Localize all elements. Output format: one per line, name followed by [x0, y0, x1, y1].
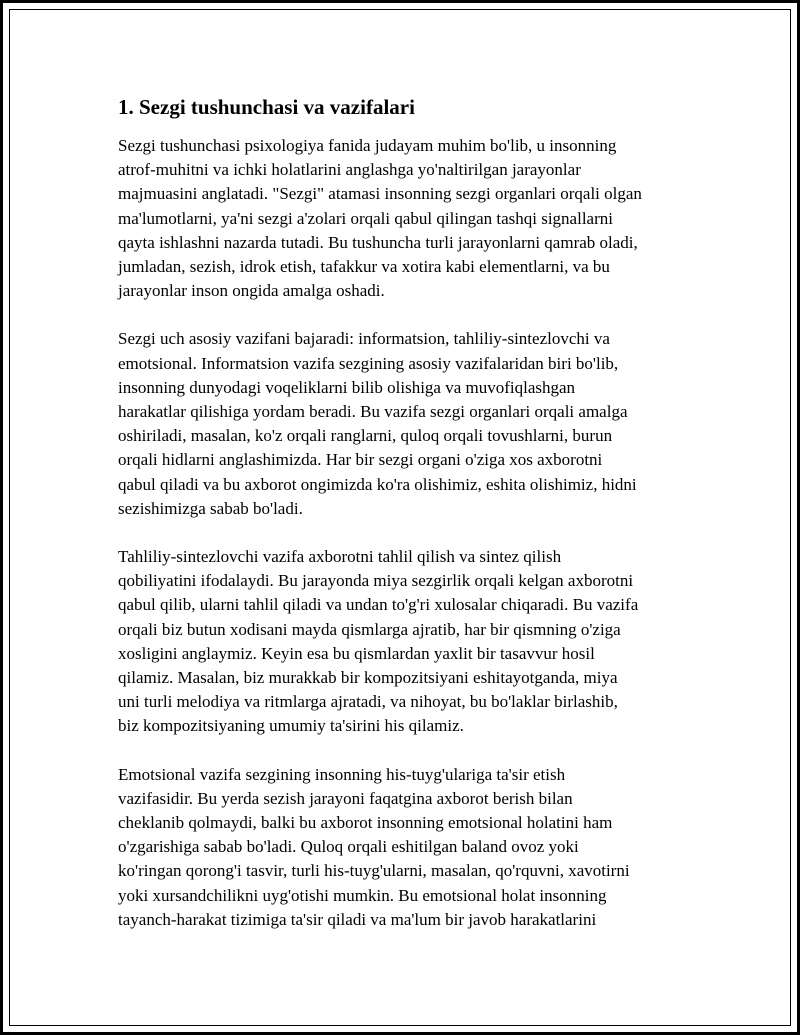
text-line: Emotsional vazifa sezgining insonning his-tuyg'ulariga ta'sir etish [118, 764, 566, 784]
text-line: majmuasini anglatadi. "Sezgi" atamasi insonning sezgi organlari orqali olgan [118, 184, 642, 204]
text-line: qilamiz. Masalan, biz murakkab bir kompozitsiyani eshitayotganda, miya [118, 668, 618, 688]
text-line: oshiriladi, masalan, ko'z orqali ranglarni, quloq orqali tovushlarni, burun [118, 426, 613, 446]
text-line: xosligini anglaymiz. Keyin esa bu qismlardan yaxlit bir tasavvur hosil [118, 643, 595, 663]
document-body [118, 94, 686, 956]
section-heading: 1. Sezgi tushunchasi va vazifalari [118, 95, 415, 119]
text-line: biz kompozitsiyaning umumiy ta'sirini his qilamiz. [118, 716, 464, 736]
text-line: Tahliliy-sintezlovchi vazifa axborotni tahlil qilish va sintez qilish [118, 547, 562, 567]
text-line: ma'lumotlarni, ya'ni sezgi a'zolari orqali qabul qilingan tashqi signallarni [118, 208, 613, 228]
text-line: sezishimizga sabab bo'ladi. [118, 498, 303, 518]
text-line: jarayonlar inson ongida amalga oshadi. [118, 281, 385, 301]
text-line: atrof-muhitni va ichki holatlarini anglashga yo'naltirilgan jarayonlar [118, 160, 581, 180]
text-line: insonning dunyodagi voqeliklarni bilib olishiga va muvofiqlashgan [118, 377, 576, 397]
text-line: o'zgarishiga sabab bo'ladi. Quloq orqali eshitilgan baland ovoz yoki [118, 837, 579, 857]
paragraph-1 [118, 134, 686, 303]
text-line: jumladan, sezish, idrok etish, tafakkur va xotira kabi elementlarni, va bu [118, 257, 610, 277]
text-line: qabul qilib, ularni tahlil qiladi va undan to'g'ri xulosalar chiqaradi. Bu vazifa [118, 595, 639, 615]
text-line: ko'ringan qorong'i tasvir, turli his-tuyg'ularni, masalan, qo'rquvni, xavotirni [118, 861, 630, 881]
text-line: tayanch-harakat tizimiga ta'sir qiladi va ma'lum bir javob harakatlarini [118, 909, 597, 929]
text-line: cheklanib qolmaydi, balki bu axborot insonning emotsional holatini ham [118, 813, 613, 833]
text-line: qobiliyatini ifodalaydi. Bu jarayonda miya sezgirlik orqali kelgan axborotni [118, 571, 634, 591]
paragraph-2 [118, 327, 686, 521]
text-line: vazifasidir. Bu yerda sezish jarayoni faqatgina axborot berish bilan [118, 788, 573, 808]
text-line: harakatlar qilishiga yordam beradi. Bu vazifa sezgi organlari orqali amalga [118, 402, 628, 422]
text-line: yoki xursandchilikni uyg'otishi mumkin. Bu emotsional holat insonning [118, 885, 607, 905]
text-line: orqali biz butun xodisani mayda qismlarga ajratib, har bir qismning o'ziga [118, 619, 621, 639]
text-line: Sezgi uch asosiy vazifani bajaradi: informatsion, tahliliy-sintezlovchi va [118, 329, 610, 349]
text-line: qayta ishlashni nazarda tutadi. Bu tushuncha turli jarayonlarni qamrab oladi, [118, 232, 638, 252]
text-line: orqali hidlarni anglashimizda. Har bir sezgi organi o'ziga xos axborotni [118, 450, 603, 470]
text-line: qabul qiladi va bu axborot ongimizda ko'ra olishimiz, eshita olishimiz, hidni [118, 474, 637, 494]
text-line: emotsional. Informatsion vazifa sezgining asosiy vazifalaridan biri bo'lib, [118, 353, 619, 373]
paragraph-3 [118, 545, 686, 739]
paragraph-4 [118, 763, 686, 932]
text-line: uni turli melodiya va ritmlarga ajratadi, va nihoyat, bu bo'laklar birlashib, [118, 692, 618, 712]
paragraphs-container [118, 134, 686, 932]
text-line: Sezgi tushunchasi psixologiya fanida judayam muhim bo'lib, u insonning [118, 136, 617, 155]
